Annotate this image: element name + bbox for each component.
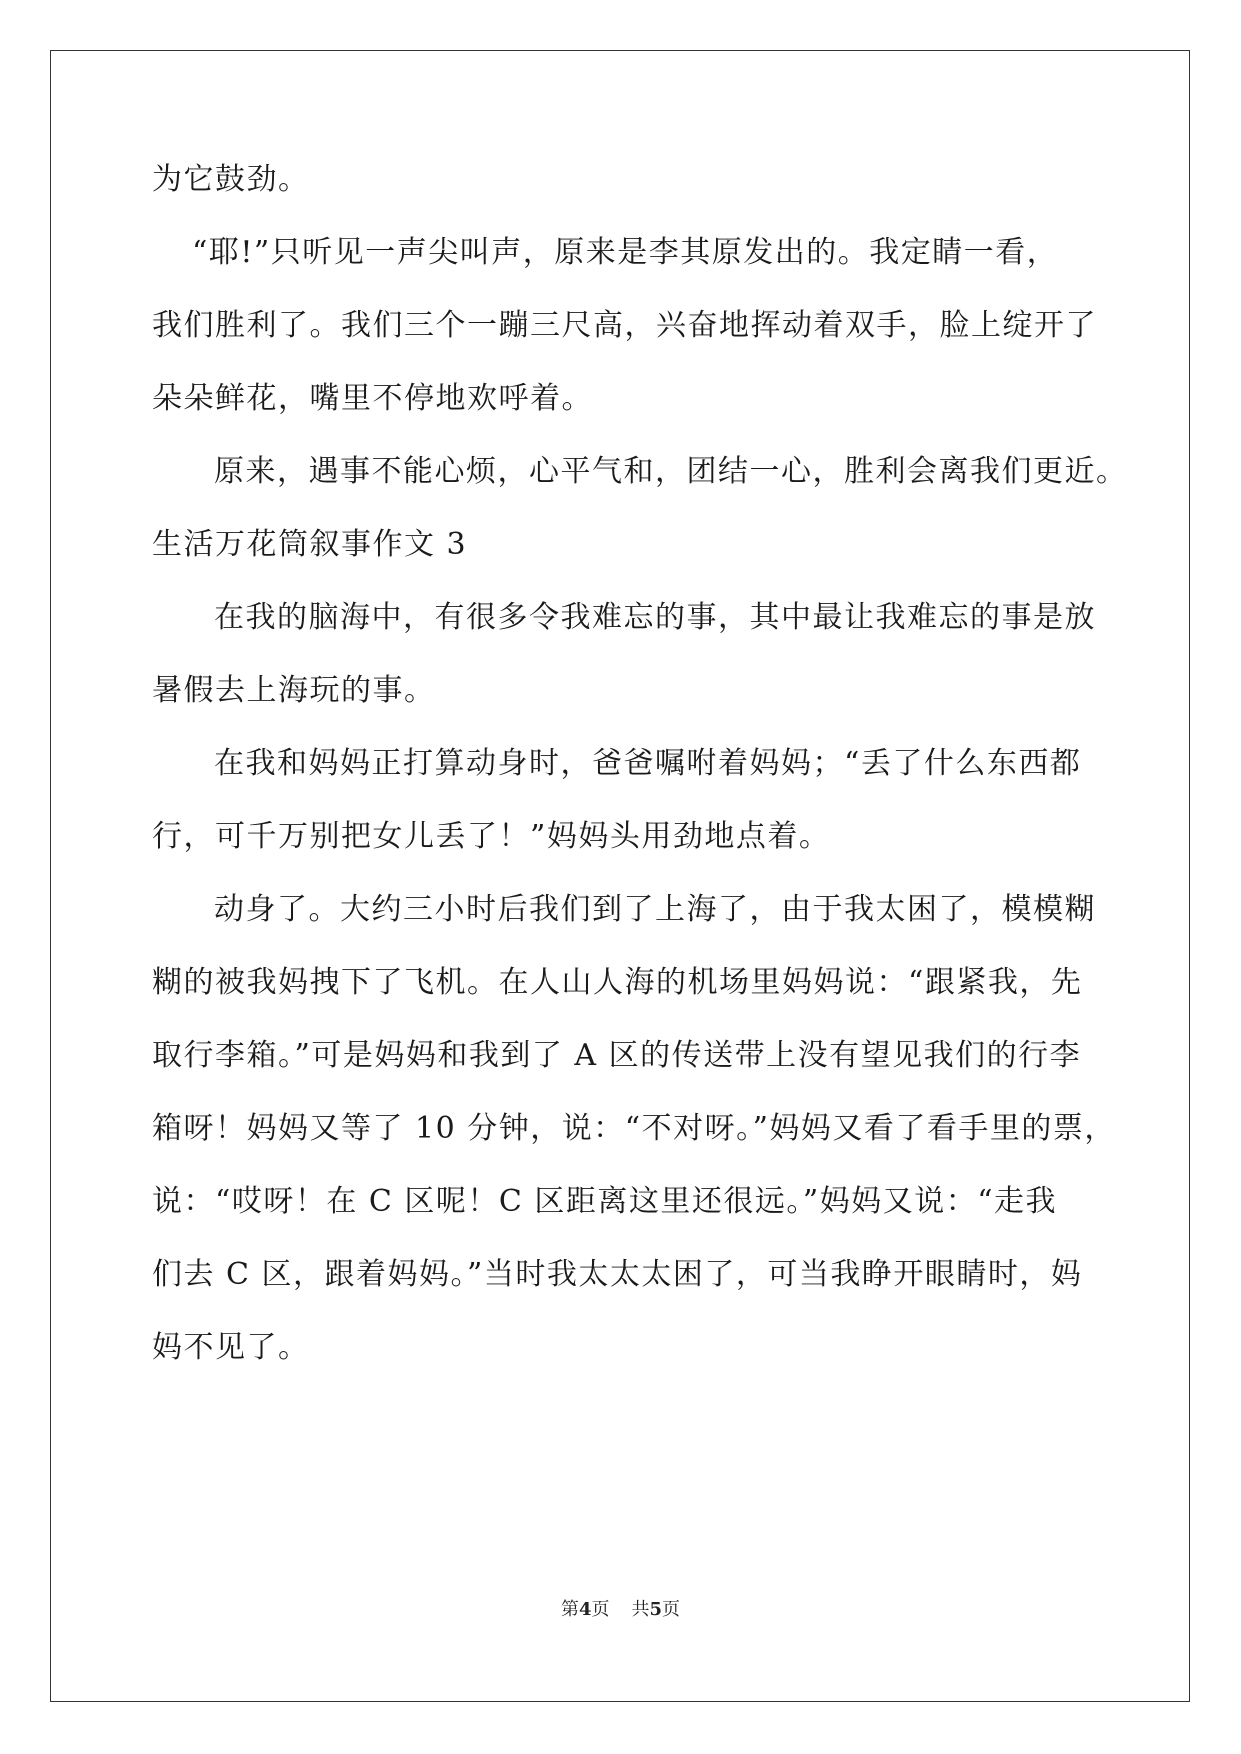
footer-total-prefix: 共 [631,1599,650,1620]
text-line: 暑假去上海玩的事。 [152,673,436,708]
text-line: 在我和妈妈正打算动身时，爸爸嘱咐着妈妈；“丢了什么东西都 [214,746,1082,781]
page-footer [0,1598,1241,1622]
text-line: 在我的脑海中，有很多令我难忘的事，其中最让我难忘的事是放 [214,600,1096,635]
text-line: 糊的被我妈拽下了飞机。在人山人海的机场里妈妈说：“跟紧我，先 [152,965,1083,1000]
footer-page-suffix: 页 [591,1599,610,1620]
footer-prefix: 第 [560,1599,579,1620]
text-line: 取行李箱。”可是妈妈和我到了 A 区的传送带上没有望见我们的行李 [152,1038,1082,1073]
text-line: 妈不见了。 [152,1330,310,1365]
text-line: 原来，遇事不能心烦，心平气和，团结一心，胜利会离我们更近。 [214,454,1128,489]
text-line: 为它鼓劲。 [152,162,310,197]
text-line: 箱呀！妈妈又等了 10 分钟，说：“不对呀。”妈妈又看了看手里的票， [152,1111,1116,1146]
text-line: 说：“哎呀！在 C 区呢！C 区距离这里还很远。”妈妈又说：“走我 [152,1184,1058,1219]
section-heading: 生活万花筒叙事作文 3 [152,527,468,562]
text-line: 我们胜利了。我们三个一蹦三尺高，兴奋地挥动着双手，脸上绽开了 [152,308,1097,343]
total-page-number: 5 [649,1599,663,1620]
current-page-number: 4 [578,1599,592,1620]
footer-total-suffix: 页 [662,1599,681,1620]
page-border [50,50,1190,1702]
text-line: 行，可千万别把女儿丢了！”妈妈头用劲地点着。 [152,819,831,854]
text-line: 朵朵鲜花，嘴里不停地欢呼着。 [152,381,593,416]
text-line: 们去 C 区，跟着妈妈。”当时我太太太困了，可当我睁开眼睛时，妈 [152,1257,1083,1292]
text-line: “耶!”只听见一声尖叫声，原来是李其原发出的。我定睛一看， [192,235,1059,270]
text-line: 动身了。大约三小时后我们到了上海了，由于我太困了，模模糊 [214,892,1096,927]
